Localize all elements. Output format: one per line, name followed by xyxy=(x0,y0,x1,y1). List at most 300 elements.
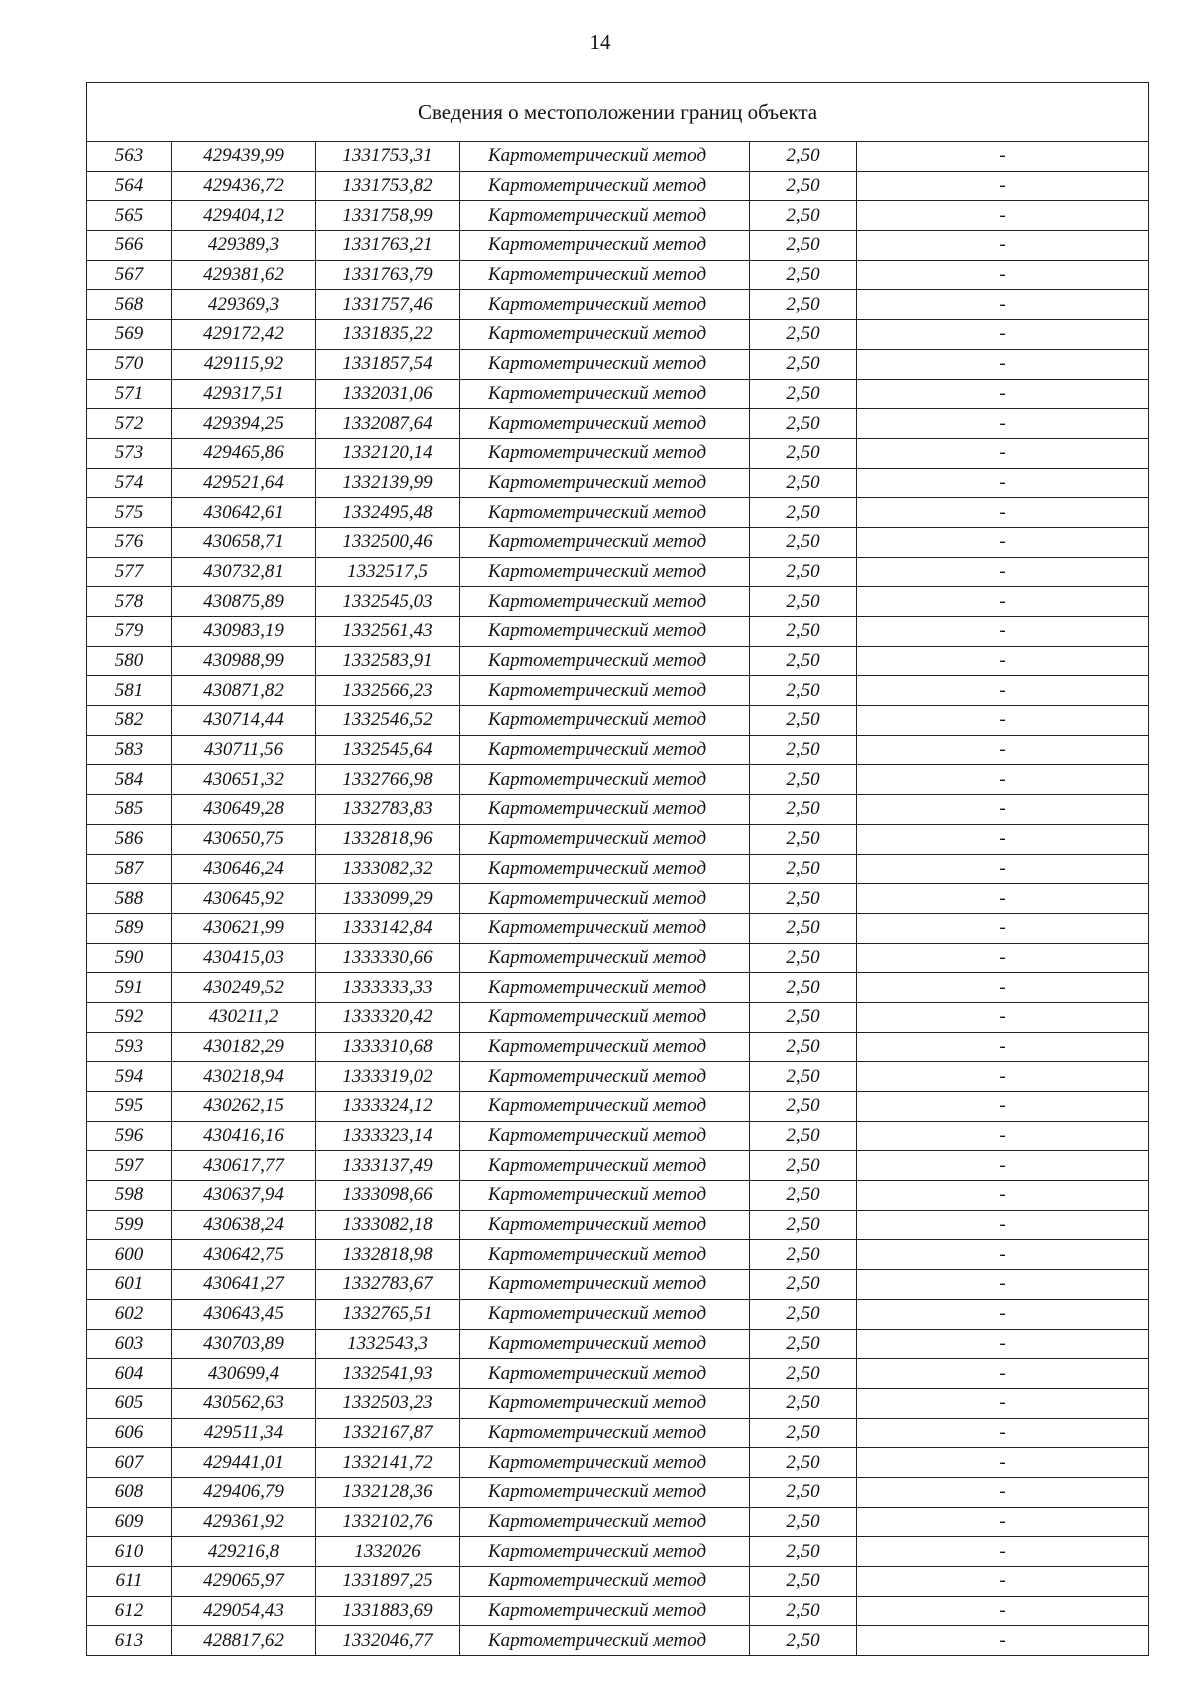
determination-method-cell: Картометрический метод xyxy=(460,1121,750,1151)
coord-y-cell: 1331857,54 xyxy=(316,349,460,379)
accuracy-value-cell: 2,50 xyxy=(750,884,857,914)
coord-y-cell: 1331897,25 xyxy=(316,1567,460,1597)
point-number-cell: 598 xyxy=(87,1181,172,1211)
determination-method-cell: Картометрический метод xyxy=(460,1477,750,1507)
table-row xyxy=(87,1537,1149,1567)
determination-method-cell: Картометрический метод xyxy=(460,1567,750,1597)
description-cell: - xyxy=(857,1062,1149,1092)
coord-x-cell: 430182,29 xyxy=(172,1032,316,1062)
coord-y-cell: 1332128,36 xyxy=(316,1477,460,1507)
accuracy-value-cell: 2,50 xyxy=(750,1537,857,1567)
determination-method-cell: Картометрический метод xyxy=(460,1062,750,1092)
coord-x-cell: 429216,8 xyxy=(172,1537,316,1567)
accuracy-value-cell: 2,50 xyxy=(750,1388,857,1418)
coord-x-cell: 430711,56 xyxy=(172,735,316,765)
determination-method-cell: Картометрический метод xyxy=(460,1418,750,1448)
coord-x-cell: 430875,89 xyxy=(172,587,316,617)
accuracy-value-cell: 2,50 xyxy=(750,1032,857,1062)
table-row xyxy=(87,1359,1149,1389)
description-cell: - xyxy=(857,438,1149,468)
determination-method-cell: Картометрический метод xyxy=(460,201,750,231)
determination-method-cell: Картометрический метод xyxy=(460,676,750,706)
determination-method-cell: Картометрический метод xyxy=(460,1181,750,1211)
point-number-cell: 570 xyxy=(87,349,172,379)
accuracy-value-cell: 2,50 xyxy=(750,1181,857,1211)
coord-y-cell: 1332543,3 xyxy=(316,1329,460,1359)
boundary-points-table xyxy=(86,82,1149,1656)
accuracy-value-cell: 2,50 xyxy=(750,409,857,439)
table-body xyxy=(87,83,1149,1656)
coord-y-cell: 1332087,64 xyxy=(316,409,460,439)
coord-y-cell: 1332031,06 xyxy=(316,379,460,409)
table-row xyxy=(87,231,1149,261)
determination-method-cell: Картометрический метод xyxy=(460,1092,750,1122)
determination-method-cell: Картометрический метод xyxy=(460,795,750,825)
table-row xyxy=(87,913,1149,943)
point-number-cell: 579 xyxy=(87,617,172,647)
table-row xyxy=(87,1151,1149,1181)
accuracy-value-cell: 2,50 xyxy=(750,1626,857,1656)
accuracy-value-cell: 2,50 xyxy=(750,1418,857,1448)
description-cell: - xyxy=(857,824,1149,854)
coord-y-cell: 1333330,66 xyxy=(316,943,460,973)
description-cell: - xyxy=(857,735,1149,765)
coord-x-cell: 430658,71 xyxy=(172,527,316,557)
coord-y-cell: 1332495,48 xyxy=(316,498,460,528)
accuracy-value-cell: 2,50 xyxy=(750,379,857,409)
coord-x-cell: 429115,92 xyxy=(172,349,316,379)
accuracy-value-cell: 2,50 xyxy=(750,527,857,557)
point-number-cell: 575 xyxy=(87,498,172,528)
coord-y-cell: 1332561,43 xyxy=(316,617,460,647)
accuracy-value-cell: 2,50 xyxy=(750,1240,857,1270)
coord-y-cell: 1331753,82 xyxy=(316,171,460,201)
table-row xyxy=(87,349,1149,379)
coord-x-cell: 430983,19 xyxy=(172,617,316,647)
coord-y-cell: 1332503,23 xyxy=(316,1388,460,1418)
description-cell: - xyxy=(857,290,1149,320)
point-number-cell: 582 xyxy=(87,706,172,736)
determination-method-cell: Картометрический метод xyxy=(460,290,750,320)
coord-y-cell: 1333310,68 xyxy=(316,1032,460,1062)
table-row xyxy=(87,1448,1149,1478)
description-cell: - xyxy=(857,1596,1149,1626)
coord-y-cell: 1332818,98 xyxy=(316,1240,460,1270)
coord-y-cell: 1332546,52 xyxy=(316,706,460,736)
coord-x-cell: 429521,64 xyxy=(172,468,316,498)
point-number-cell: 586 xyxy=(87,824,172,854)
coord-y-cell: 1331758,99 xyxy=(316,201,460,231)
description-cell: - xyxy=(857,201,1149,231)
point-number-cell: 573 xyxy=(87,438,172,468)
point-number-cell: 610 xyxy=(87,1537,172,1567)
description-cell: - xyxy=(857,1388,1149,1418)
description-cell: - xyxy=(857,409,1149,439)
coord-y-cell: 1331835,22 xyxy=(316,320,460,350)
coord-y-cell: 1332046,77 xyxy=(316,1626,460,1656)
point-number-cell: 563 xyxy=(87,142,172,172)
determination-method-cell: Картометрический метод xyxy=(460,765,750,795)
coord-x-cell: 430638,24 xyxy=(172,1210,316,1240)
coord-x-cell: 429465,86 xyxy=(172,438,316,468)
accuracy-value-cell: 2,50 xyxy=(750,557,857,587)
determination-method-cell: Картометрический метод xyxy=(460,379,750,409)
determination-method-cell: Картометрический метод xyxy=(460,1626,750,1656)
coord-x-cell: 430643,45 xyxy=(172,1299,316,1329)
table-row xyxy=(87,1418,1149,1448)
point-number-cell: 576 xyxy=(87,527,172,557)
coord-x-cell: 429065,97 xyxy=(172,1567,316,1597)
determination-method-cell: Картометрический метод xyxy=(460,142,750,172)
coord-x-cell: 429404,12 xyxy=(172,201,316,231)
table-row xyxy=(87,438,1149,468)
table-row xyxy=(87,795,1149,825)
coord-y-cell: 1332818,96 xyxy=(316,824,460,854)
table-row xyxy=(87,409,1149,439)
coord-y-cell: 1333082,32 xyxy=(316,854,460,884)
coord-y-cell: 1332783,67 xyxy=(316,1270,460,1300)
accuracy-value-cell: 2,50 xyxy=(750,1062,857,1092)
coord-x-cell: 429172,42 xyxy=(172,320,316,350)
coord-y-cell: 1331753,31 xyxy=(316,142,460,172)
description-cell: - xyxy=(857,142,1149,172)
determination-method-cell: Картометрический метод xyxy=(460,1151,750,1181)
determination-method-cell: Картометрический метод xyxy=(460,557,750,587)
coord-y-cell: 1333098,66 xyxy=(316,1181,460,1211)
table-row xyxy=(87,1477,1149,1507)
point-number-cell: 613 xyxy=(87,1626,172,1656)
determination-method-cell: Картометрический метод xyxy=(460,1537,750,1567)
table-row xyxy=(87,973,1149,1003)
table-row xyxy=(87,527,1149,557)
determination-method-cell: Картометрический метод xyxy=(460,1388,750,1418)
coord-x-cell: 429406,79 xyxy=(172,1477,316,1507)
coord-x-cell: 429441,01 xyxy=(172,1448,316,1478)
coord-y-cell: 1331763,21 xyxy=(316,231,460,261)
description-cell: - xyxy=(857,676,1149,706)
coord-y-cell: 1332517,5 xyxy=(316,557,460,587)
determination-method-cell: Картометрический метод xyxy=(460,260,750,290)
coord-x-cell: 430641,27 xyxy=(172,1270,316,1300)
table-row xyxy=(87,557,1149,587)
accuracy-value-cell: 2,50 xyxy=(750,349,857,379)
coord-x-cell: 430646,24 xyxy=(172,854,316,884)
determination-method-cell: Картометрический метод xyxy=(460,171,750,201)
point-number-cell: 602 xyxy=(87,1299,172,1329)
table-row xyxy=(87,379,1149,409)
coord-x-cell: 430637,94 xyxy=(172,1181,316,1211)
coord-y-cell: 1332566,23 xyxy=(316,676,460,706)
coord-x-cell: 428817,62 xyxy=(172,1626,316,1656)
coord-y-cell: 1332766,98 xyxy=(316,765,460,795)
determination-method-cell: Картометрический метод xyxy=(460,1448,750,1478)
coord-y-cell: 1333099,29 xyxy=(316,884,460,914)
coord-y-cell: 1332783,83 xyxy=(316,795,460,825)
accuracy-value-cell: 2,50 xyxy=(750,1329,857,1359)
table-row xyxy=(87,854,1149,884)
description-cell: - xyxy=(857,913,1149,943)
point-number-cell: 607 xyxy=(87,1448,172,1478)
description-cell: - xyxy=(857,260,1149,290)
coord-x-cell: 430262,15 xyxy=(172,1092,316,1122)
point-number-cell: 594 xyxy=(87,1062,172,1092)
coord-x-cell: 430699,4 xyxy=(172,1359,316,1389)
determination-method-cell: Картометрический метод xyxy=(460,1299,750,1329)
description-cell: - xyxy=(857,1418,1149,1448)
point-number-cell: 583 xyxy=(87,735,172,765)
description-cell: - xyxy=(857,973,1149,1003)
point-number-cell: 574 xyxy=(87,468,172,498)
table-row xyxy=(87,706,1149,736)
table-row xyxy=(87,468,1149,498)
accuracy-value-cell: 2,50 xyxy=(750,913,857,943)
coord-x-cell: 430645,92 xyxy=(172,884,316,914)
point-number-cell: 587 xyxy=(87,854,172,884)
description-cell: - xyxy=(857,498,1149,528)
coord-y-cell: 1333082,18 xyxy=(316,1210,460,1240)
description-cell: - xyxy=(857,795,1149,825)
table-row xyxy=(87,765,1149,795)
table-row xyxy=(87,587,1149,617)
coord-x-cell: 430617,77 xyxy=(172,1151,316,1181)
accuracy-value-cell: 2,50 xyxy=(750,854,857,884)
accuracy-value-cell: 2,50 xyxy=(750,1210,857,1240)
coord-x-cell: 429361,92 xyxy=(172,1507,316,1537)
determination-method-cell: Картометрический метод xyxy=(460,973,750,1003)
table-row xyxy=(87,617,1149,647)
coord-x-cell: 429317,51 xyxy=(172,379,316,409)
coord-x-cell: 430988,99 xyxy=(172,646,316,676)
determination-method-cell: Картометрический метод xyxy=(460,1240,750,1270)
accuracy-value-cell: 2,50 xyxy=(750,290,857,320)
table-row xyxy=(87,646,1149,676)
point-number-cell: 568 xyxy=(87,290,172,320)
accuracy-value-cell: 2,50 xyxy=(750,646,857,676)
determination-method-cell: Картометрический метод xyxy=(460,1032,750,1062)
description-cell: - xyxy=(857,1537,1149,1567)
accuracy-value-cell: 2,50 xyxy=(750,1596,857,1626)
determination-method-cell: Картометрический метод xyxy=(460,1002,750,1032)
point-number-cell: 577 xyxy=(87,557,172,587)
accuracy-value-cell: 2,50 xyxy=(750,1477,857,1507)
table-row xyxy=(87,260,1149,290)
accuracy-value-cell: 2,50 xyxy=(750,1359,857,1389)
coord-y-cell: 1332120,14 xyxy=(316,438,460,468)
coord-x-cell: 430621,99 xyxy=(172,913,316,943)
description-cell: - xyxy=(857,884,1149,914)
table-row xyxy=(87,1210,1149,1240)
point-number-cell: 596 xyxy=(87,1121,172,1151)
determination-method-cell: Картометрический метод xyxy=(460,231,750,261)
determination-method-cell: Картометрический метод xyxy=(460,1359,750,1389)
accuracy-value-cell: 2,50 xyxy=(750,1151,857,1181)
point-number-cell: 565 xyxy=(87,201,172,231)
page-number: 14 xyxy=(589,30,611,54)
description-cell: - xyxy=(857,1477,1149,1507)
determination-method-cell: Картометрический метод xyxy=(460,438,750,468)
point-number-cell: 593 xyxy=(87,1032,172,1062)
table-row xyxy=(87,1181,1149,1211)
accuracy-value-cell: 2,50 xyxy=(750,1270,857,1300)
description-cell: - xyxy=(857,468,1149,498)
accuracy-value-cell: 2,50 xyxy=(750,142,857,172)
table-row xyxy=(87,884,1149,914)
table-row xyxy=(87,1329,1149,1359)
coord-y-cell: 1332026 xyxy=(316,1537,460,1567)
coord-y-cell: 1333137,49 xyxy=(316,1151,460,1181)
coord-x-cell: 430211,2 xyxy=(172,1002,316,1032)
table-row xyxy=(87,1388,1149,1418)
coord-y-cell: 1333320,42 xyxy=(316,1002,460,1032)
point-number-cell: 597 xyxy=(87,1151,172,1181)
accuracy-value-cell: 2,50 xyxy=(750,1299,857,1329)
accuracy-value-cell: 2,50 xyxy=(750,438,857,468)
coord-y-cell: 1332141,72 xyxy=(316,1448,460,1478)
coord-x-cell: 430218,94 xyxy=(172,1062,316,1092)
coord-y-cell: 1332541,93 xyxy=(316,1359,460,1389)
coord-y-cell: 1332545,03 xyxy=(316,587,460,617)
accuracy-value-cell: 2,50 xyxy=(750,973,857,1003)
accuracy-value-cell: 2,50 xyxy=(750,231,857,261)
table-row xyxy=(87,1062,1149,1092)
point-number-cell: 589 xyxy=(87,913,172,943)
coord-x-cell: 430416,16 xyxy=(172,1121,316,1151)
accuracy-value-cell: 2,50 xyxy=(750,1002,857,1032)
accuracy-value-cell: 2,50 xyxy=(750,824,857,854)
description-cell: - xyxy=(857,1181,1149,1211)
description-cell: - xyxy=(857,1329,1149,1359)
description-cell: - xyxy=(857,1626,1149,1656)
description-cell: - xyxy=(857,557,1149,587)
description-cell: - xyxy=(857,1121,1149,1151)
determination-method-cell: Картометрический метод xyxy=(460,735,750,765)
determination-method-cell: Картометрический метод xyxy=(460,498,750,528)
coord-x-cell: 429369,3 xyxy=(172,290,316,320)
determination-method-cell: Картометрический метод xyxy=(460,824,750,854)
coord-y-cell: 1331757,46 xyxy=(316,290,460,320)
point-number-cell: 584 xyxy=(87,765,172,795)
accuracy-value-cell: 2,50 xyxy=(750,706,857,736)
accuracy-value-cell: 2,50 xyxy=(750,1121,857,1151)
coord-x-cell: 429439,99 xyxy=(172,142,316,172)
accuracy-value-cell: 2,50 xyxy=(750,765,857,795)
determination-method-cell: Картометрический метод xyxy=(460,468,750,498)
point-number-cell: 590 xyxy=(87,943,172,973)
point-number-cell: 569 xyxy=(87,320,172,350)
table-row xyxy=(87,735,1149,765)
determination-method-cell: Картометрический метод xyxy=(460,1210,750,1240)
accuracy-value-cell: 2,50 xyxy=(750,498,857,528)
coord-x-cell: 430650,75 xyxy=(172,824,316,854)
determination-method-cell: Картометрический метод xyxy=(460,1270,750,1300)
coord-y-cell: 1333323,14 xyxy=(316,1121,460,1151)
coord-x-cell: 430649,28 xyxy=(172,795,316,825)
table-row xyxy=(87,498,1149,528)
coord-y-cell: 1333142,84 xyxy=(316,913,460,943)
coord-x-cell: 429436,72 xyxy=(172,171,316,201)
coord-x-cell: 430249,52 xyxy=(172,973,316,1003)
point-number-cell: 567 xyxy=(87,260,172,290)
description-cell: - xyxy=(857,231,1149,261)
accuracy-value-cell: 2,50 xyxy=(750,795,857,825)
description-cell: - xyxy=(857,1299,1149,1329)
point-number-cell: 564 xyxy=(87,171,172,201)
table-row xyxy=(87,171,1149,201)
determination-method-cell: Картометрический метод xyxy=(460,884,750,914)
point-number-cell: 572 xyxy=(87,409,172,439)
accuracy-value-cell: 2,50 xyxy=(750,943,857,973)
description-cell: - xyxy=(857,943,1149,973)
point-number-cell: 608 xyxy=(87,1477,172,1507)
description-cell: - xyxy=(857,1240,1149,1270)
point-number-cell: 566 xyxy=(87,231,172,261)
table-title: Сведения о местоположении границ объекта xyxy=(87,83,1149,142)
table-row xyxy=(87,1032,1149,1062)
coord-y-cell: 1332102,76 xyxy=(316,1507,460,1537)
point-number-cell: 571 xyxy=(87,379,172,409)
coord-x-cell: 430415,03 xyxy=(172,943,316,973)
table-row xyxy=(87,1121,1149,1151)
table-row xyxy=(87,1002,1149,1032)
determination-method-cell: Картометрический метод xyxy=(460,943,750,973)
accuracy-value-cell: 2,50 xyxy=(750,320,857,350)
point-number-cell: 605 xyxy=(87,1388,172,1418)
coord-x-cell: 430732,81 xyxy=(172,557,316,587)
table-row xyxy=(87,824,1149,854)
coord-x-cell: 430562,63 xyxy=(172,1388,316,1418)
description-cell: - xyxy=(857,1151,1149,1181)
coord-y-cell: 1332139,99 xyxy=(316,468,460,498)
point-number-cell: 588 xyxy=(87,884,172,914)
point-number-cell: 601 xyxy=(87,1270,172,1300)
table-row xyxy=(87,1596,1149,1626)
accuracy-value-cell: 2,50 xyxy=(750,171,857,201)
description-cell: - xyxy=(857,527,1149,557)
table-row xyxy=(87,1240,1149,1270)
determination-method-cell: Картометрический метод xyxy=(460,527,750,557)
determination-method-cell: Картометрический метод xyxy=(460,1596,750,1626)
description-cell: - xyxy=(857,1359,1149,1389)
coord-x-cell: 430871,82 xyxy=(172,676,316,706)
coord-x-cell: 430642,75 xyxy=(172,1240,316,1270)
determination-method-cell: Картометрический метод xyxy=(460,320,750,350)
accuracy-value-cell: 2,50 xyxy=(750,468,857,498)
coord-x-cell: 430714,44 xyxy=(172,706,316,736)
accuracy-value-cell: 2,50 xyxy=(750,1092,857,1122)
point-number-cell: 606 xyxy=(87,1418,172,1448)
determination-method-cell: Картометрический метод xyxy=(460,646,750,676)
description-cell: - xyxy=(857,1032,1149,1062)
point-number-cell: 603 xyxy=(87,1329,172,1359)
coord-y-cell: 1333319,02 xyxy=(316,1062,460,1092)
accuracy-value-cell: 2,50 xyxy=(750,1507,857,1537)
coord-y-cell: 1332765,51 xyxy=(316,1299,460,1329)
point-number-cell: 591 xyxy=(87,973,172,1003)
point-number-cell: 600 xyxy=(87,1240,172,1270)
determination-method-cell: Картометрический метод xyxy=(460,349,750,379)
table-row xyxy=(87,943,1149,973)
coord-x-cell: 430703,89 xyxy=(172,1329,316,1359)
point-number-cell: 592 xyxy=(87,1002,172,1032)
point-number-cell: 580 xyxy=(87,646,172,676)
table-row xyxy=(87,320,1149,350)
coord-y-cell: 1332583,91 xyxy=(316,646,460,676)
point-number-cell: 599 xyxy=(87,1210,172,1240)
accuracy-value-cell: 2,50 xyxy=(750,617,857,647)
coord-y-cell: 1332167,87 xyxy=(316,1418,460,1448)
point-number-cell: 595 xyxy=(87,1092,172,1122)
determination-method-cell: Картометрический метод xyxy=(460,854,750,884)
